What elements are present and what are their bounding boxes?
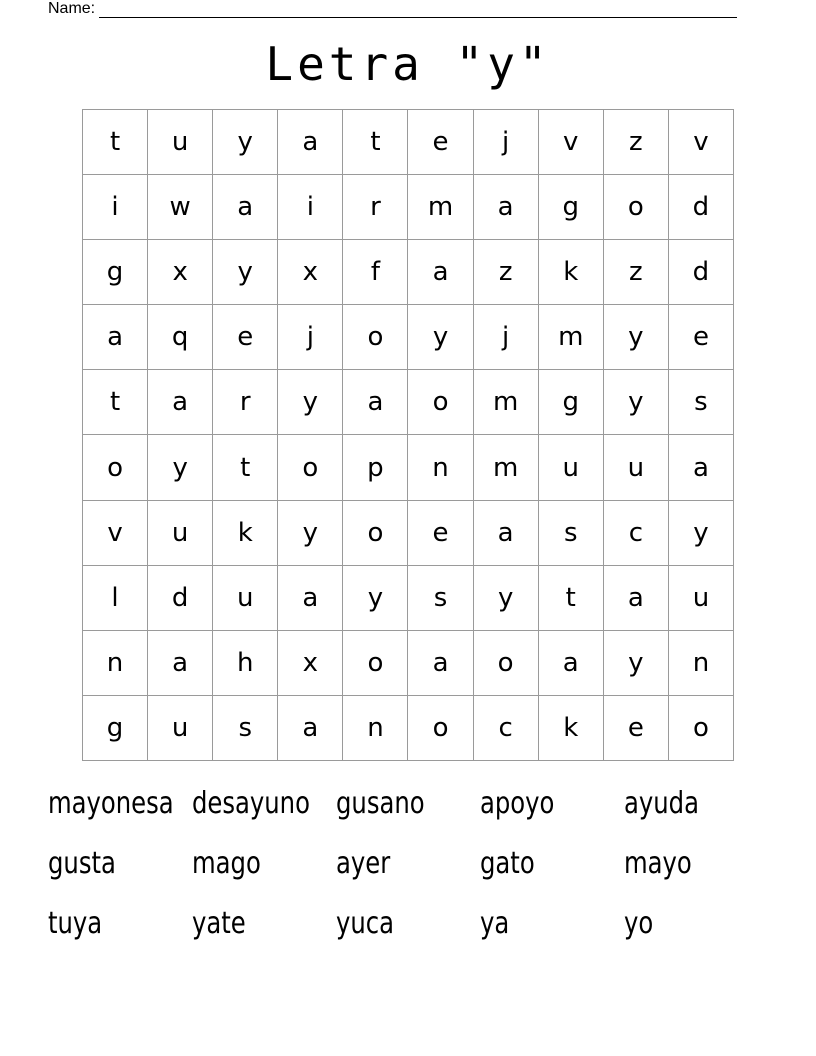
grid-cell[interactable]: e bbox=[669, 305, 734, 370]
grid-cell[interactable]: o bbox=[343, 305, 408, 370]
grid-cell[interactable]: j bbox=[278, 305, 343, 370]
grid-cell[interactable]: i bbox=[83, 175, 148, 240]
grid-cell[interactable]: t bbox=[539, 566, 604, 631]
grid-cell[interactable]: c bbox=[604, 501, 669, 566]
grid-cell[interactable]: y bbox=[213, 110, 278, 175]
grid-cell[interactable]: d bbox=[669, 175, 734, 240]
grid-cell[interactable]: a bbox=[278, 110, 343, 175]
grid-cell[interactable]: z bbox=[604, 110, 669, 175]
grid-cell[interactable]: e bbox=[408, 501, 473, 566]
grid-cell[interactable]: a bbox=[474, 501, 539, 566]
grid-cell[interactable]: a bbox=[213, 175, 278, 240]
grid-cell[interactable]: n bbox=[83, 631, 148, 696]
grid-cell[interactable]: o bbox=[408, 370, 473, 435]
page-title: Letra "y" bbox=[265, 37, 551, 91]
grid-cell[interactable]: m bbox=[408, 175, 473, 240]
grid-cell[interactable]: x bbox=[278, 631, 343, 696]
grid-cell[interactable]: u bbox=[148, 696, 213, 761]
grid-cell[interactable]: a bbox=[83, 305, 148, 370]
grid-cell[interactable]: i bbox=[278, 175, 343, 240]
grid-cell[interactable]: e bbox=[604, 696, 669, 761]
word-list-item: tuya bbox=[48, 906, 103, 941]
name-field bbox=[48, 0, 737, 18]
grid-cell[interactable]: y bbox=[604, 631, 669, 696]
grid-cell[interactable]: c bbox=[474, 696, 539, 761]
grid-cell[interactable]: l bbox=[83, 566, 148, 631]
word-list-item: ya bbox=[480, 906, 510, 941]
grid-cell[interactable]: y bbox=[408, 305, 473, 370]
word-list-item: mayo bbox=[624, 846, 692, 881]
grid-cell[interactable]: o bbox=[343, 501, 408, 566]
word-list-item: ayer bbox=[336, 846, 391, 881]
grid-cell[interactable]: q bbox=[148, 305, 213, 370]
grid-cell[interactable]: a bbox=[669, 435, 734, 500]
word-list-item: mayonesa bbox=[48, 786, 174, 821]
grid-cell[interactable]: n bbox=[408, 435, 473, 500]
word-list-item: apoyo bbox=[480, 786, 555, 821]
grid-cell[interactable]: u bbox=[148, 501, 213, 566]
grid-cell[interactable]: v bbox=[669, 110, 734, 175]
grid-cell[interactable]: g bbox=[539, 370, 604, 435]
word-search-grid bbox=[82, 109, 734, 761]
word-list-item: gusano bbox=[336, 786, 425, 821]
grid-cell[interactable]: x bbox=[278, 240, 343, 305]
word-list-item: yo bbox=[624, 906, 654, 941]
grid-cell[interactable]: s bbox=[408, 566, 473, 631]
grid-cell[interactable]: d bbox=[148, 566, 213, 631]
grid-cell[interactable]: u bbox=[669, 566, 734, 631]
grid-cell[interactable]: a bbox=[539, 631, 604, 696]
grid-cell[interactable]: r bbox=[213, 370, 278, 435]
grid-cell[interactable]: m bbox=[539, 305, 604, 370]
grid-cell[interactable]: g bbox=[83, 240, 148, 305]
grid-cell[interactable]: u bbox=[213, 566, 278, 631]
grid-cell[interactable]: a bbox=[148, 370, 213, 435]
grid-cell[interactable]: y bbox=[604, 370, 669, 435]
grid-cell[interactable]: n bbox=[343, 696, 408, 761]
grid-cell[interactable]: a bbox=[278, 696, 343, 761]
grid-cell[interactable]: o bbox=[278, 435, 343, 500]
grid-cell[interactable]: z bbox=[474, 240, 539, 305]
grid-cell[interactable]: p bbox=[343, 435, 408, 500]
grid-cell[interactable]: g bbox=[83, 696, 148, 761]
grid-cell[interactable]: o bbox=[408, 696, 473, 761]
grid-cell[interactable]: y bbox=[343, 566, 408, 631]
grid-cell[interactable]: u bbox=[148, 110, 213, 175]
grid-cell[interactable]: a bbox=[343, 370, 408, 435]
grid-cell[interactable]: n bbox=[669, 631, 734, 696]
grid-cell[interactable]: s bbox=[213, 696, 278, 761]
grid-cell[interactable]: o bbox=[343, 631, 408, 696]
grid-cell[interactable]: a bbox=[148, 631, 213, 696]
word-list-item: yate bbox=[192, 906, 246, 941]
grid-cell[interactable]: w bbox=[148, 175, 213, 240]
word-list-item: ayuda bbox=[624, 786, 699, 821]
word-list-item: yuca bbox=[336, 906, 395, 941]
grid-cell[interactable]: e bbox=[408, 110, 473, 175]
word-list bbox=[48, 782, 768, 962]
word-list-item: gusta bbox=[48, 846, 116, 881]
grid-cell[interactable]: a bbox=[408, 631, 473, 696]
word-list-item: desayuno bbox=[192, 786, 310, 821]
grid-cell[interactable]: f bbox=[343, 240, 408, 305]
grid-cell[interactable]: y bbox=[278, 501, 343, 566]
name-label: Name: bbox=[48, 0, 96, 17]
grid-cell[interactable]: t bbox=[343, 110, 408, 175]
grid-cell[interactable]: u bbox=[604, 435, 669, 500]
grid-cell[interactable]: j bbox=[474, 110, 539, 175]
word-list-item: gato bbox=[480, 846, 535, 881]
grid-cell[interactable]: y bbox=[148, 435, 213, 500]
grid-cell[interactable]: y bbox=[669, 501, 734, 566]
word-list-item: mago bbox=[192, 846, 261, 881]
grid-cell[interactable]: o bbox=[604, 175, 669, 240]
grid-cell[interactable]: s bbox=[669, 370, 734, 435]
grid-cell[interactable]: o bbox=[474, 631, 539, 696]
grid-cell[interactable]: t bbox=[213, 435, 278, 500]
grid-cell[interactable]: r bbox=[343, 175, 408, 240]
grid-cell[interactable]: a bbox=[278, 566, 343, 631]
grid-cell[interactable]: o bbox=[83, 435, 148, 500]
grid-cell[interactable]: a bbox=[474, 175, 539, 240]
grid-cell[interactable]: y bbox=[278, 370, 343, 435]
grid-cell[interactable]: k bbox=[539, 696, 604, 761]
grid-cell[interactable]: k bbox=[213, 501, 278, 566]
grid-cell[interactable]: y bbox=[604, 305, 669, 370]
grid-cell[interactable]: s bbox=[539, 501, 604, 566]
grid-cell[interactable]: t bbox=[83, 370, 148, 435]
grid-cell[interactable]: d bbox=[669, 240, 734, 305]
grid-cell[interactable]: e bbox=[213, 305, 278, 370]
grid-cell[interactable]: g bbox=[539, 175, 604, 240]
grid-cell[interactable]: y bbox=[213, 240, 278, 305]
grid-cell[interactable]: m bbox=[474, 435, 539, 500]
grid-cell[interactable]: v bbox=[83, 501, 148, 566]
grid-cell[interactable]: h bbox=[213, 631, 278, 696]
grid-cell[interactable]: a bbox=[604, 566, 669, 631]
name-underline bbox=[99, 3, 737, 18]
grid-cell[interactable]: o bbox=[669, 696, 734, 761]
grid-cell[interactable]: k bbox=[539, 240, 604, 305]
grid-cell[interactable]: u bbox=[539, 435, 604, 500]
grid-cell[interactable]: v bbox=[539, 110, 604, 175]
grid-cell[interactable]: y bbox=[474, 566, 539, 631]
grid-cell[interactable]: z bbox=[604, 240, 669, 305]
grid-cell[interactable]: t bbox=[83, 110, 148, 175]
grid-cell[interactable]: a bbox=[408, 240, 473, 305]
grid-cell[interactable]: j bbox=[474, 305, 539, 370]
grid-cell[interactable]: m bbox=[474, 370, 539, 435]
grid-cell[interactable]: x bbox=[148, 240, 213, 305]
